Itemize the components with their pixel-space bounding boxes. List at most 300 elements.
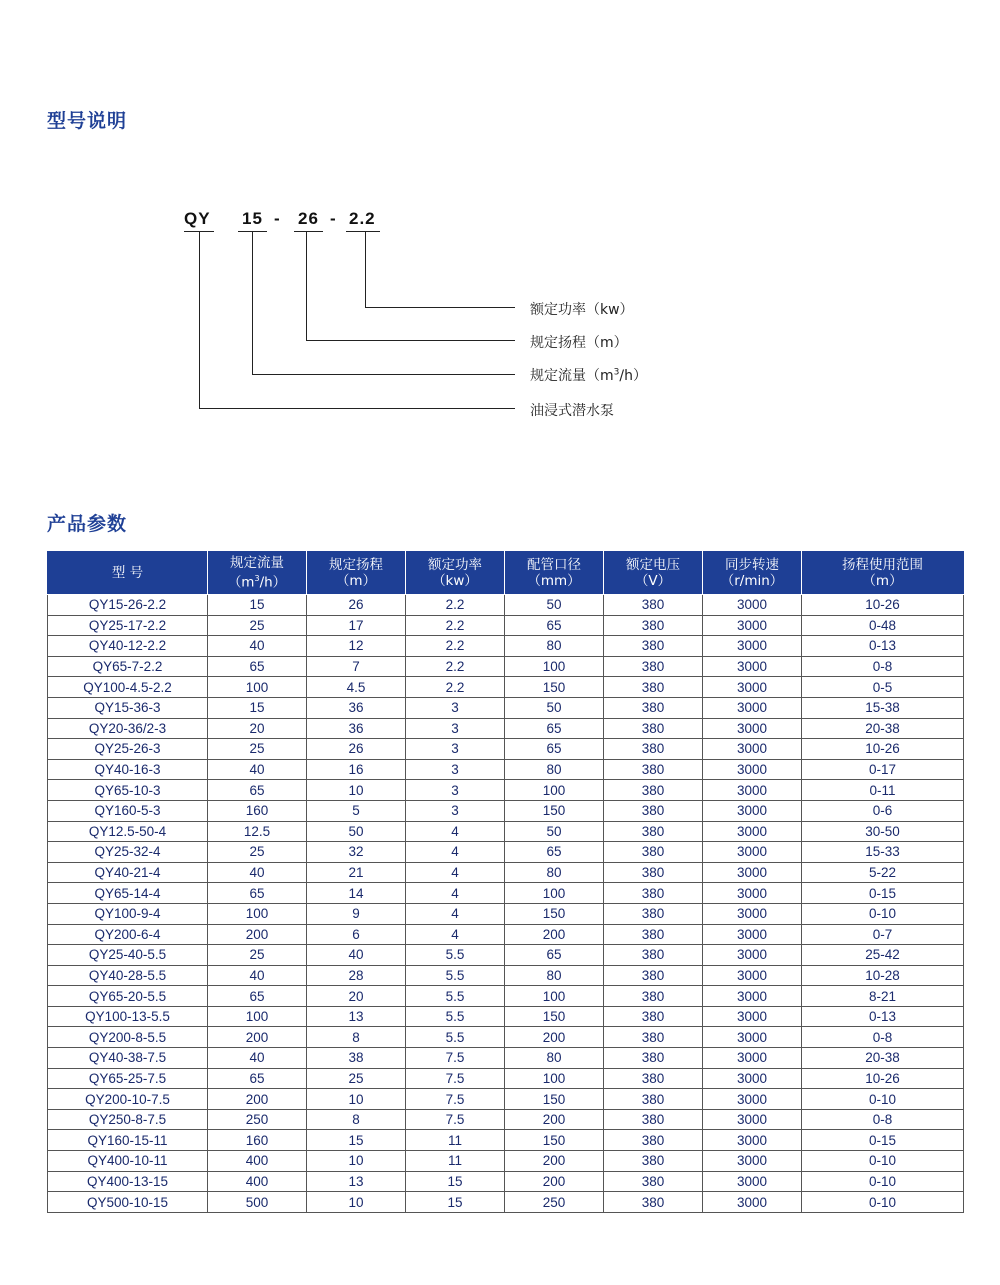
cell-flow: 25 [208, 615, 307, 636]
cell-head: 20 [307, 986, 406, 1007]
cell-speed: 3000 [703, 862, 802, 883]
table-row [48, 656, 964, 677]
cell-model: QY15-26-2.2 [48, 595, 208, 616]
header-head: 规定扬程 （m） [307, 552, 406, 595]
cell-pipe-diameter: 80 [505, 759, 604, 780]
cell-speed: 3000 [703, 800, 802, 821]
cell-model: QY100-9-4 [48, 903, 208, 924]
cell-pipe-diameter: 65 [505, 945, 604, 966]
cell-head-range: 0-8 [802, 656, 964, 677]
cell-pipe-diameter: 150 [505, 677, 604, 698]
cell-voltage: 380 [604, 903, 703, 924]
cell-voltage: 380 [604, 1192, 703, 1213]
cell-head: 8 [307, 1027, 406, 1048]
cell-model: QY40-28-5.5 [48, 965, 208, 986]
cell-voltage: 380 [604, 656, 703, 677]
cell-head: 40 [307, 945, 406, 966]
cell-pipe-diameter: 65 [505, 842, 604, 863]
cell-head-range: 15-38 [802, 697, 964, 718]
cell-head-range: 10-26 [802, 1068, 964, 1089]
cell-head: 16 [307, 759, 406, 780]
cell-flow: 40 [208, 1048, 307, 1069]
cell-model: QY20-36/2-3 [48, 718, 208, 739]
connector-line [252, 374, 515, 375]
cell-model: QY160-5-3 [48, 800, 208, 821]
cell-model: QY40-12-2.2 [48, 636, 208, 657]
cell-flow: 65 [208, 1068, 307, 1089]
cell-flow: 65 [208, 883, 307, 904]
header-pipe-diameter: 配管口径 （mm） [505, 552, 604, 595]
cell-speed: 3000 [703, 739, 802, 760]
cell-pipe-diameter: 200 [505, 924, 604, 945]
cell-pipe-diameter: 150 [505, 1006, 604, 1027]
cell-speed: 3000 [703, 986, 802, 1007]
cell-power: 3 [406, 718, 505, 739]
cell-flow: 200 [208, 1089, 307, 1110]
cell-head-range: 25-42 [802, 945, 964, 966]
code-separator: - [274, 209, 281, 228]
cell-head: 13 [307, 1006, 406, 1027]
cell-flow: 65 [208, 986, 307, 1007]
header-flow: 规定流量 $(m^3/h)$ [208, 552, 307, 595]
table-row [48, 1006, 964, 1027]
cell-head: 28 [307, 965, 406, 986]
cell-head: 25 [307, 1068, 406, 1089]
cell-head: 10 [307, 780, 406, 801]
cell-head-range: 8-21 [802, 986, 964, 1007]
cell-voltage: 380 [604, 1048, 703, 1069]
cell-head-range: 20-38 [802, 718, 964, 739]
cell-pipe-diameter: 100 [505, 986, 604, 1007]
cell-flow: 400 [208, 1171, 307, 1192]
cell-power: 7.5 [406, 1068, 505, 1089]
cell-model: QY40-38-7.5 [48, 1048, 208, 1069]
table-row [48, 842, 964, 863]
table-row [48, 677, 964, 698]
table-row [48, 759, 964, 780]
cell-power: 4 [406, 883, 505, 904]
cell-power: 5.5 [406, 1027, 505, 1048]
cell-head-range: 0-17 [802, 759, 964, 780]
cell-pipe-diameter: 50 [505, 595, 604, 616]
cell-head-range: 0-8 [802, 1027, 964, 1048]
table-row [48, 945, 964, 966]
cell-power: 5.5 [406, 986, 505, 1007]
cell-power: 5.5 [406, 1006, 505, 1027]
cell-voltage: 380 [604, 986, 703, 1007]
cell-voltage: 380 [604, 636, 703, 657]
cell-voltage: 380 [604, 697, 703, 718]
cell-pipe-diameter: 80 [505, 1048, 604, 1069]
cell-speed: 3000 [703, 965, 802, 986]
cell-head: 9 [307, 903, 406, 924]
cell-speed: 3000 [703, 924, 802, 945]
cell-flow: 25 [208, 842, 307, 863]
cell-head-range: 0-13 [802, 1006, 964, 1027]
cell-head: 10 [307, 1192, 406, 1213]
cell-voltage: 380 [604, 924, 703, 945]
cell-power: 2.2 [406, 677, 505, 698]
cell-head: 4.5 [307, 677, 406, 698]
cell-model: QY25-17-2.2 [48, 615, 208, 636]
cell-model: QY250-8-7.5 [48, 1109, 208, 1130]
cell-power: 4 [406, 903, 505, 924]
connector-line [365, 231, 366, 307]
connector-line [199, 231, 200, 408]
cell-voltage: 380 [604, 615, 703, 636]
code-flow: 15 [242, 209, 263, 228]
cell-pipe-diameter: 150 [505, 1130, 604, 1151]
cell-power: 4 [406, 862, 505, 883]
cell-flow: 40 [208, 636, 307, 657]
cell-flow: 100 [208, 903, 307, 924]
cell-speed: 3000 [703, 1171, 802, 1192]
cell-pipe-diameter: 65 [505, 615, 604, 636]
underline [294, 231, 323, 232]
cell-voltage: 380 [604, 1151, 703, 1172]
table-row [48, 595, 964, 616]
cell-power: 3 [406, 800, 505, 821]
table-row [48, 615, 964, 636]
table-row [48, 862, 964, 883]
cell-power: 15 [406, 1192, 505, 1213]
cell-model: QY12.5-50-4 [48, 821, 208, 842]
cell-voltage: 380 [604, 1171, 703, 1192]
cell-flow: 12.5 [208, 821, 307, 842]
cell-voltage: 380 [604, 945, 703, 966]
cell-speed: 3000 [703, 1027, 802, 1048]
cell-voltage: 380 [604, 718, 703, 739]
cell-flow: 65 [208, 780, 307, 801]
cell-voltage: 380 [604, 862, 703, 883]
cell-model: QY25-32-4 [48, 842, 208, 863]
cell-power: 15 [406, 1171, 505, 1192]
cell-pipe-diameter: 50 [505, 821, 604, 842]
cell-flow: 160 [208, 1130, 307, 1151]
cell-speed: 3000 [703, 636, 802, 657]
table-row [48, 739, 964, 760]
cell-speed: 3000 [703, 1006, 802, 1027]
table-row [48, 780, 964, 801]
cell-power: 2.2 [406, 656, 505, 677]
cell-speed: 3000 [703, 903, 802, 924]
cell-pipe-diameter: 65 [505, 718, 604, 739]
cell-pipe-diameter: 80 [505, 965, 604, 986]
cell-flow: 25 [208, 945, 307, 966]
table-row [48, 1192, 964, 1213]
cell-head: 38 [307, 1048, 406, 1069]
cell-pipe-diameter: 100 [505, 780, 604, 801]
cell-power: 7.5 [406, 1109, 505, 1130]
cell-model: QY65-14-4 [48, 883, 208, 904]
cell-flow: 200 [208, 1027, 307, 1048]
code-prefix: QY [184, 209, 211, 228]
cell-pipe-diameter: 200 [505, 1151, 604, 1172]
cell-pipe-diameter: 80 [505, 862, 604, 883]
cell-head-range: 10-28 [802, 965, 964, 986]
cell-voltage: 380 [604, 595, 703, 616]
cell-head-range: 0-6 [802, 800, 964, 821]
table-row [48, 883, 964, 904]
cell-voltage: 380 [604, 842, 703, 863]
connector-line [306, 231, 307, 340]
cell-speed: 3000 [703, 883, 802, 904]
cell-power: 3 [406, 697, 505, 718]
header-power: 额定功率 （kw） [406, 552, 505, 595]
cell-model: QY40-16-3 [48, 759, 208, 780]
section-title-model: 型号说明 [47, 110, 128, 132]
cell-head: 7 [307, 656, 406, 677]
cell-model: QY25-40-5.5 [48, 945, 208, 966]
cell-pipe-diameter: 50 [505, 697, 604, 718]
cell-head-range: 0-13 [802, 636, 964, 657]
cell-speed: 3000 [703, 780, 802, 801]
table-row [48, 697, 964, 718]
cell-power: 3 [406, 780, 505, 801]
cell-flow: 20 [208, 718, 307, 739]
connector-line [365, 307, 515, 308]
legend-head: 规定扬程（m） [530, 335, 628, 351]
cell-head-range: 0-10 [802, 1171, 964, 1192]
cell-power: 2.2 [406, 615, 505, 636]
cell-pipe-diameter: 80 [505, 636, 604, 657]
connector-line [252, 231, 253, 374]
cell-flow: 400 [208, 1151, 307, 1172]
cell-pipe-diameter: 150 [505, 800, 604, 821]
cell-pipe-diameter: 200 [505, 1109, 604, 1130]
cell-speed: 3000 [703, 1068, 802, 1089]
cell-voltage: 380 [604, 780, 703, 801]
cell-voltage: 380 [604, 1006, 703, 1027]
table-row [48, 800, 964, 821]
cell-flow: 15 [208, 697, 307, 718]
cell-speed: 3000 [703, 1151, 802, 1172]
cell-flow: 15 [208, 595, 307, 616]
table-row [48, 1109, 964, 1130]
cell-head: 5 [307, 800, 406, 821]
cell-model: QY200-6-4 [48, 924, 208, 945]
underline [346, 231, 380, 232]
table-row [48, 986, 964, 1007]
table-row [48, 1089, 964, 1110]
cell-power: 3 [406, 759, 505, 780]
cell-speed: 3000 [703, 595, 802, 616]
legend-power: 额定功率（kw） [530, 302, 634, 318]
cell-head: 21 [307, 862, 406, 883]
table-row [48, 1068, 964, 1089]
code-power: 2.2 [349, 209, 376, 228]
code-separator: - [330, 209, 337, 228]
cell-head-range: 5-22 [802, 862, 964, 883]
cell-flow: 500 [208, 1192, 307, 1213]
cell-model: QY100-13-5.5 [48, 1006, 208, 1027]
cell-head-range: 0-15 [802, 1130, 964, 1151]
cell-speed: 3000 [703, 1130, 802, 1151]
cell-power: 3 [406, 739, 505, 760]
cell-voltage: 380 [604, 1109, 703, 1130]
cell-speed: 3000 [703, 615, 802, 636]
code-head: 26 [298, 209, 319, 228]
cell-model: QY65-20-5.5 [48, 986, 208, 1007]
cell-head-range: 0-10 [802, 1151, 964, 1172]
cell-head-range: 0-48 [802, 615, 964, 636]
table-row [48, 718, 964, 739]
cell-head: 17 [307, 615, 406, 636]
cell-power: 5.5 [406, 945, 505, 966]
legend-type: 油浸式潜水泵 [530, 403, 614, 419]
cell-head-range: 10-26 [802, 739, 964, 760]
cell-pipe-diameter: 200 [505, 1171, 604, 1192]
cell-voltage: 380 [604, 821, 703, 842]
cell-flow: 25 [208, 739, 307, 760]
table-row [48, 821, 964, 842]
cell-head: 26 [307, 739, 406, 760]
cell-head: 8 [307, 1109, 406, 1130]
cell-power: 2.2 [406, 636, 505, 657]
cell-pipe-diameter: 100 [505, 656, 604, 677]
table-row [48, 903, 964, 924]
cell-voltage: 380 [604, 1068, 703, 1089]
cell-voltage: 380 [604, 759, 703, 780]
table-row [48, 924, 964, 945]
cell-head: 10 [307, 1089, 406, 1110]
cell-head-range: 0-5 [802, 677, 964, 698]
cell-flow: 100 [208, 1006, 307, 1027]
cell-head: 6 [307, 924, 406, 945]
cell-speed: 3000 [703, 1048, 802, 1069]
cell-head: 36 [307, 718, 406, 739]
table-row [48, 1130, 964, 1151]
cell-head-range: 0-8 [802, 1109, 964, 1130]
cell-pipe-diameter: 100 [505, 883, 604, 904]
cell-pipe-diameter: 250 [505, 1192, 604, 1213]
cell-speed: 3000 [703, 842, 802, 863]
table-row [48, 1027, 964, 1048]
cell-head-range: 0-15 [802, 883, 964, 904]
cell-model: QY25-26-3 [48, 739, 208, 760]
cell-head-range: 0-10 [802, 903, 964, 924]
cell-pipe-diameter: 65 [505, 739, 604, 760]
header-head-range: 扬程使用范围 （m） [802, 552, 964, 595]
cell-speed: 3000 [703, 759, 802, 780]
cell-flow: 100 [208, 677, 307, 698]
cell-speed: 3000 [703, 718, 802, 739]
header-voltage: 额定电压 （V） [604, 552, 703, 595]
cell-power: 5.5 [406, 965, 505, 986]
cell-speed: 3000 [703, 1089, 802, 1110]
cell-pipe-diameter: 100 [505, 1068, 604, 1089]
cell-model: QY200-8-5.5 [48, 1027, 208, 1048]
cell-speed: 3000 [703, 821, 802, 842]
cell-flow: 65 [208, 656, 307, 677]
cell-voltage: 380 [604, 1130, 703, 1151]
cell-power: 11 [406, 1130, 505, 1151]
cell-model: QY40-21-4 [48, 862, 208, 883]
cell-voltage: 380 [604, 739, 703, 760]
cell-model: QY65-7-2.2 [48, 656, 208, 677]
cell-model: QY400-13-15 [48, 1171, 208, 1192]
cell-pipe-diameter: 150 [505, 903, 604, 924]
cell-head: 14 [307, 883, 406, 904]
cell-voltage: 380 [604, 883, 703, 904]
connector-line [199, 408, 515, 409]
table-row [48, 1151, 964, 1172]
cell-power: 4 [406, 924, 505, 945]
model-code-diagram [0, 0, 1000, 450]
cell-voltage: 380 [604, 1089, 703, 1110]
cell-speed: 3000 [703, 677, 802, 698]
cell-head: 13 [307, 1171, 406, 1192]
cell-head-range: 0-7 [802, 924, 964, 945]
cell-power: 4 [406, 842, 505, 863]
section-title-params: 产品参数 [47, 513, 128, 535]
cell-power: 7.5 [406, 1048, 505, 1069]
cell-speed: 3000 [703, 656, 802, 677]
cell-power: 2.2 [406, 595, 505, 616]
table-row [48, 965, 964, 986]
cell-model: QY200-10-7.5 [48, 1089, 208, 1110]
cell-head: 10 [307, 1151, 406, 1172]
cell-model: QY500-10-15 [48, 1192, 208, 1213]
cell-head-range: 0-10 [802, 1089, 964, 1110]
cell-voltage: 380 [604, 1027, 703, 1048]
cell-voltage: 380 [604, 965, 703, 986]
cell-voltage: 380 [604, 800, 703, 821]
cell-head-range: 15-33 [802, 842, 964, 863]
cell-flow: 160 [208, 800, 307, 821]
table-row [48, 1048, 964, 1069]
cell-head: 32 [307, 842, 406, 863]
cell-voltage: 380 [604, 677, 703, 698]
cell-flow: 40 [208, 759, 307, 780]
cell-head-range: 20-38 [802, 1048, 964, 1069]
cell-head-range: 0-10 [802, 1192, 964, 1213]
table-row [48, 1171, 964, 1192]
cell-head: 12 [307, 636, 406, 657]
cell-model: QY15-36-3 [48, 697, 208, 718]
table-row [48, 636, 964, 657]
cell-head: 50 [307, 821, 406, 842]
cell-flow: 250 [208, 1109, 307, 1130]
cell-model: QY65-10-3 [48, 780, 208, 801]
cell-head: 15 [307, 1130, 406, 1151]
cell-flow: 40 [208, 862, 307, 883]
cell-speed: 3000 [703, 697, 802, 718]
cell-power: 7.5 [406, 1089, 505, 1110]
cell-speed: 3000 [703, 1109, 802, 1130]
cell-speed: 3000 [703, 1192, 802, 1213]
cell-head: 36 [307, 697, 406, 718]
cell-model: QY400-10-11 [48, 1151, 208, 1172]
cell-head-range: 30-50 [802, 821, 964, 842]
cell-head-range: 0-11 [802, 780, 964, 801]
cell-model: QY100-4.5-2.2 [48, 677, 208, 698]
cell-pipe-diameter: 200 [505, 1027, 604, 1048]
table-header-row [48, 552, 964, 595]
cell-power: 4 [406, 821, 505, 842]
params-table [47, 551, 963, 1213]
cell-pipe-diameter: 150 [505, 1089, 604, 1110]
cell-model: QY160-15-11 [48, 1130, 208, 1151]
cell-flow: 200 [208, 924, 307, 945]
cell-power: 11 [406, 1151, 505, 1172]
cell-head: 26 [307, 595, 406, 616]
cell-flow: 40 [208, 965, 307, 986]
connector-line [306, 340, 515, 341]
header-model: 型 号 [48, 552, 208, 595]
cell-head-range: 10-26 [802, 595, 964, 616]
cell-speed: 3000 [703, 945, 802, 966]
